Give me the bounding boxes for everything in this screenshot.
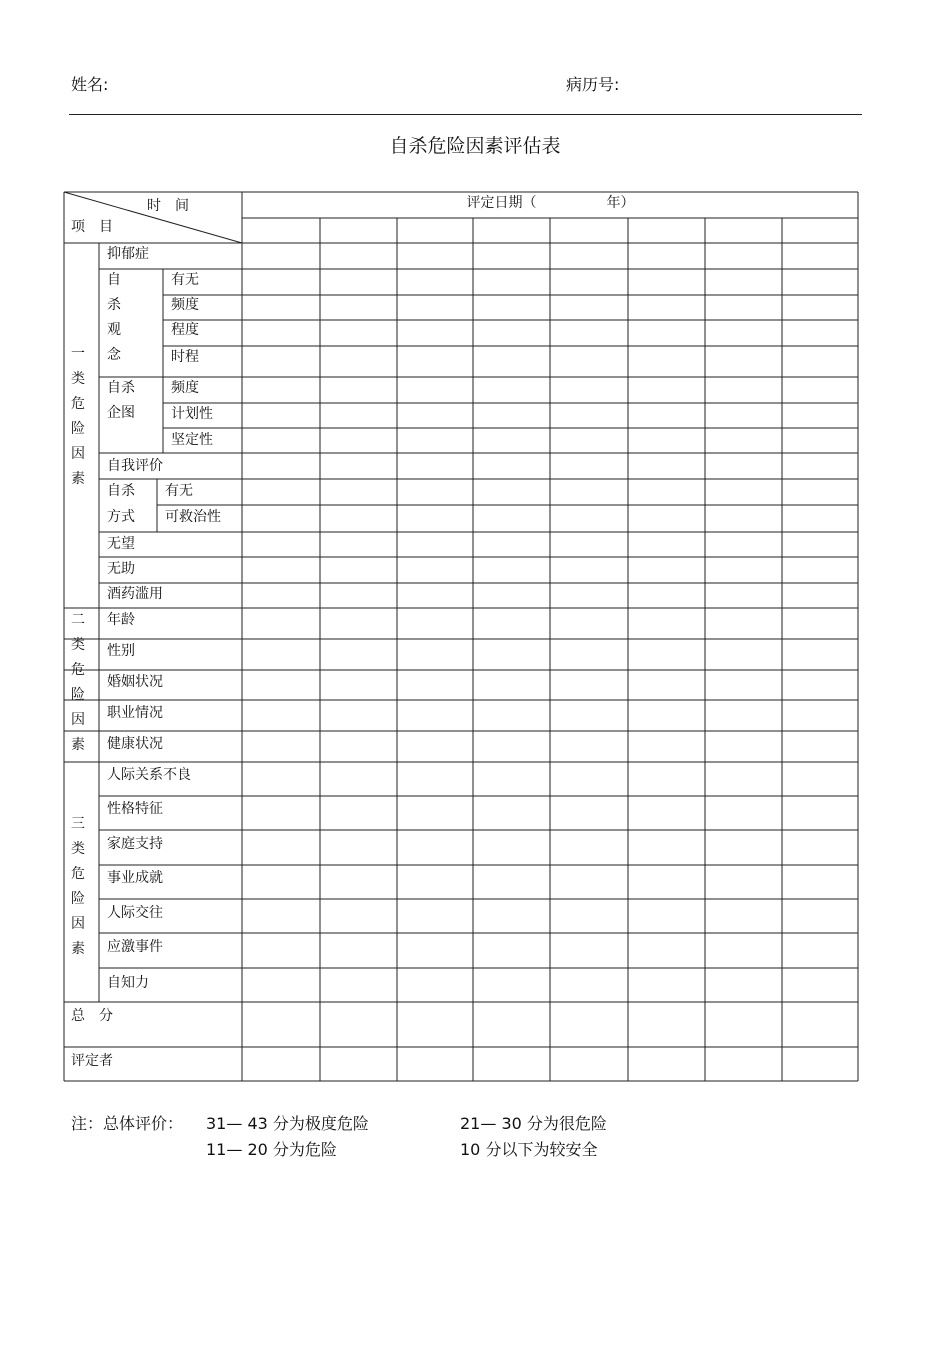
idea-group-char: 观: [107, 322, 121, 338]
group1-char: 素: [71, 471, 85, 487]
group3-char: 类: [71, 841, 85, 857]
diag-time-label: 时 间: [147, 198, 189, 214]
attempt-group-label: 自杀: [107, 380, 135, 396]
group3-item: 人际交往: [107, 905, 163, 921]
group1-char: 类: [71, 371, 85, 387]
group1-char: 险: [71, 421, 85, 437]
note-label: 注：总体评价：: [71, 1114, 184, 1133]
method-group-label: 自杀: [107, 483, 135, 499]
idea-sub-item: 程度: [171, 322, 199, 338]
note-risk: 11— 20 分为危险: [206, 1140, 337, 1159]
idea-sub-item: 频度: [171, 297, 199, 313]
group2-char: 类: [71, 637, 85, 653]
idea-group-char: 杀: [107, 297, 121, 313]
group2-char: 危: [71, 662, 85, 678]
idea-group-char: 自: [107, 272, 121, 288]
group1-char: 危: [71, 396, 85, 412]
attempt-sub-item: 频度: [171, 380, 199, 396]
note-extreme-risk: 31— 43 分为极度危险: [206, 1114, 369, 1133]
group3-char: 危: [71, 866, 85, 882]
group2-item: 职业情况: [107, 705, 163, 721]
group3-item: 自知力: [107, 975, 149, 991]
group2-item: 年龄: [107, 612, 135, 628]
page-title: 自杀危险因素评估表: [389, 135, 561, 157]
group2-item: 健康状况: [107, 736, 163, 752]
group2-item: 婚姻状况: [107, 674, 163, 690]
group1-char: 因: [71, 446, 85, 462]
method-sub-item: 有无: [165, 483, 193, 499]
item-substance: 酒药滥用: [107, 586, 163, 602]
attempt-sub-item: 计划性: [171, 406, 213, 422]
group3-char: 因: [71, 916, 85, 932]
group3-char: 三: [71, 816, 85, 832]
group3-char: 险: [71, 891, 85, 907]
group3-item: 人际关系不良: [107, 767, 191, 783]
item-depression: 抑郁症: [107, 246, 149, 262]
total-score-label: 总 分: [71, 1008, 113, 1024]
diag-item-label: 项 目: [71, 219, 113, 235]
group2-char: 二: [71, 612, 85, 628]
idea-sub-item: 时程: [171, 349, 199, 365]
group3-item: 应激事件: [107, 939, 163, 955]
item-self-eval: 自我评价: [107, 458, 163, 474]
group1-char: 一: [71, 346, 85, 362]
group3-char: 素: [71, 941, 85, 957]
group2-item: 性别: [107, 643, 135, 659]
date-header: 评定日期（ 年）: [466, 195, 635, 211]
group2-char: 险: [71, 687, 85, 703]
attempt-group-label: 企图: [107, 405, 135, 421]
item-helpless: 无助: [107, 561, 135, 577]
item-hopeless: 无望: [107, 536, 135, 552]
group3-item: 性格特征: [107, 801, 163, 817]
method-group-label: 方式: [107, 509, 135, 525]
note-safe: 10 分以下为较安全: [460, 1140, 598, 1159]
idea-group-char: 念: [107, 347, 121, 363]
group3-item: 家庭支持: [107, 836, 163, 852]
group2-char: 素: [71, 737, 85, 753]
group2-char: 因: [71, 712, 85, 728]
group3-item: 事业成就: [107, 870, 163, 886]
idea-sub-item: 有无: [171, 272, 199, 288]
attempt-sub-item: 坚定性: [171, 432, 213, 448]
method-sub-item: 可救治性: [165, 509, 221, 525]
note-high-risk: 21— 30 分为很危险: [460, 1114, 607, 1133]
record-number-label: 病历号:: [566, 75, 620, 94]
assessor-label: 评定者: [71, 1053, 113, 1069]
name-label: 姓名:: [71, 75, 109, 94]
